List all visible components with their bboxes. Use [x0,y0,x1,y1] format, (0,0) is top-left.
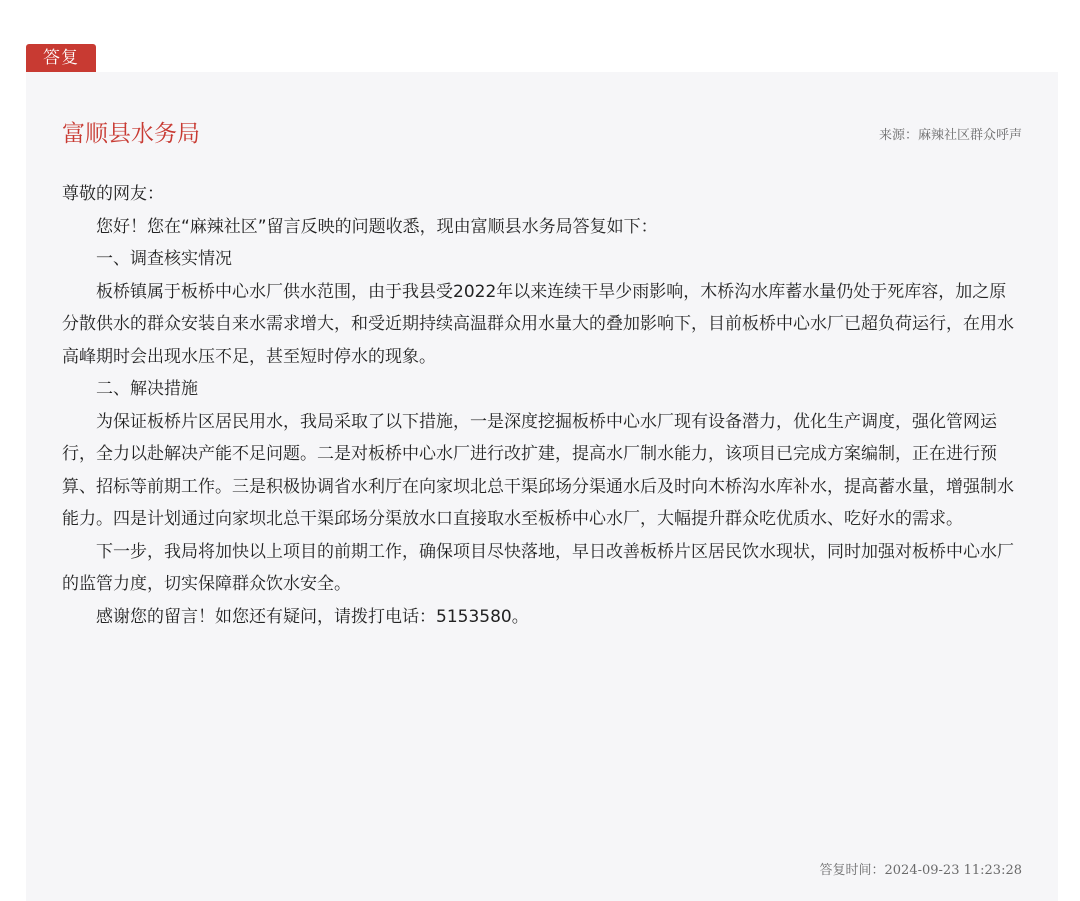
reply-time-label: 答复时间： [819,863,885,878]
paragraph-next-steps: 下一步，我局将加快以上项目的前期工作，确保项目尽快落地，早日改善板桥片区居民饮水现状，同时加强对板桥中心水厂的监管力度，切实保障群众饮水安全。 [62,541,1014,594]
paragraph-thanks: 感谢您的留言！如您还有疑问，请拨打电话：5153580。 [96,606,529,627]
reply-panel [26,72,1058,901]
reply-body [62,178,1022,633]
reply-time-value: 2024-09-23 11:23:28 [884,863,1022,878]
source-label: 来源：麻辣社区群众呼声 [878,128,1022,143]
section-heading-investigation: 一、调查核实情况 [96,249,232,269]
paragraph-measures: 为保证板桥片区居民用水，我局采取了以下措施，一是深度挖掘板桥中心水厂现有设备潜力，优化生产调度，强化管网运行，全力以赴解决产能不足问题。二是对板桥中心水厂进行改扩建，提高水厂制水能力，该项目已完成方案编制，正在进行预算、招标等前期工作。三是积极协调省水利厅在向家坝北总干渠邱场分渠通水后及时向木桥沟水库补水，提高蓄水量，增强制水能力。四是计划通过向家坝北总干渠邱场分渠放水口直接取水至板桥中心水厂，大幅提升群众吃优质水、吃好水的需求。 [62,411,1014,529]
paragraph-greeting: 您好！您在“麻辣社区”留言反映的问题收悉，现由富顺县水务局答复如下： [96,216,658,237]
reply-time [820,861,1023,881]
section-heading-measures: 二、解决措施 [96,379,198,399]
salutation: 尊敬的网友： [62,184,164,204]
organization-name: 富顺县水务局 [62,121,200,147]
paragraph-investigation: 板桥镇属于板桥中心水厂供水范围，由于我县受2022年以来连续干旱少雨影响，木桥沟水库蓄水量仍处于死库容，加之原分散供水的群众安装自来水需求增大，和受近期持续高温群众用水量大的叠加影响下，目前板桥中心水厂已超负荷运行，在用水高峰期时会出现水压不足，甚至短时停水的现象。 [62,281,1014,367]
reply-tag: 答复 [26,44,96,72]
